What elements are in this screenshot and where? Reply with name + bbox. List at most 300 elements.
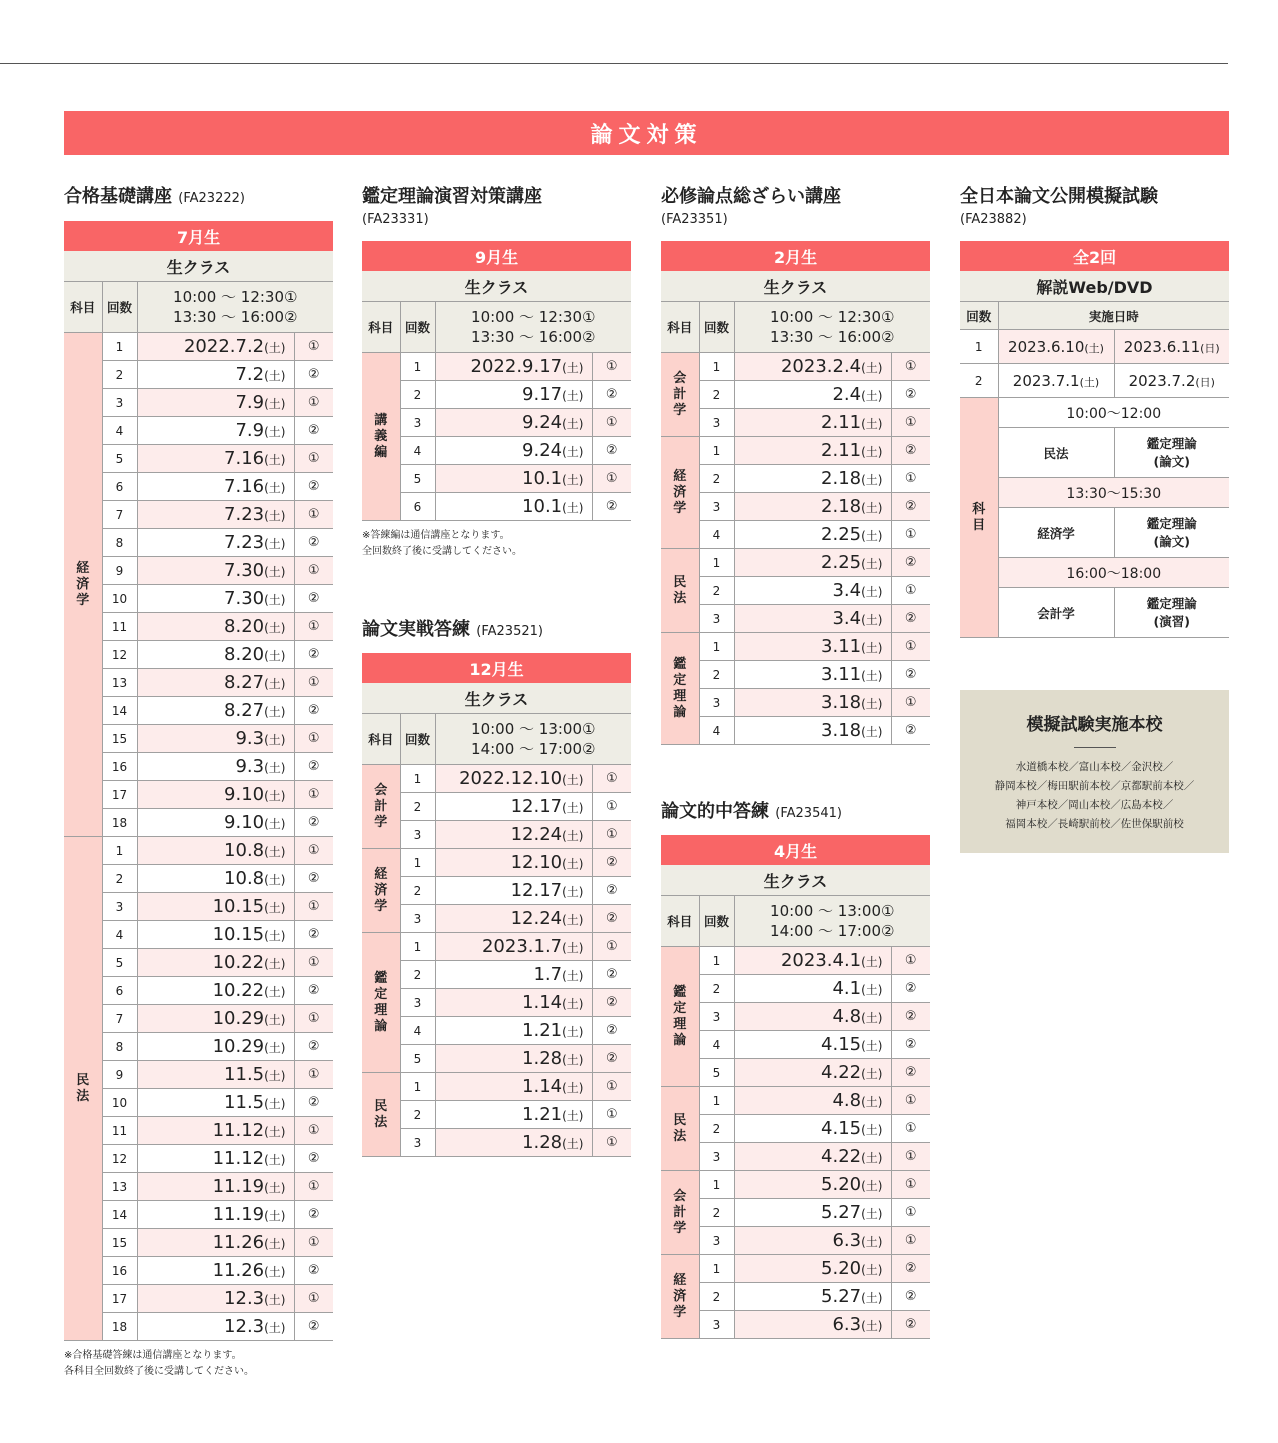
schedule-row <box>661 1171 930 1199</box>
schedule-row <box>64 977 333 1005</box>
mock-slot-time: 10:00～12:00 <box>998 398 1229 428</box>
schedule-row <box>661 1031 930 1059</box>
schedule-row <box>64 1145 333 1173</box>
session-number: 3 <box>699 1311 734 1339</box>
session-date: 9.3(土) <box>137 753 294 781</box>
class-header: 生クラス <box>661 271 930 302</box>
session-number: 1 <box>400 353 435 381</box>
session-date: 4.8(土) <box>734 1087 891 1115</box>
session-date: 9.10(土) <box>137 809 294 837</box>
session-number: 5 <box>400 465 435 493</box>
class-header: 生クラス <box>64 251 333 282</box>
time-slot-mark: ① <box>294 949 333 977</box>
mock-slot-exam: 鑑定理論 (演習) <box>1114 588 1229 638</box>
subject-header: 科目 <box>661 302 699 353</box>
time-slot-mark: ② <box>891 549 930 577</box>
time-slot-mark: ② <box>294 1089 333 1117</box>
subject-cell: 講義編 <box>362 353 400 521</box>
time-slot-mark: ① <box>891 1199 930 1227</box>
schedule-row <box>64 865 333 893</box>
time-slot-mark: ① <box>294 837 333 865</box>
time-slot-mark: ② <box>294 977 333 1005</box>
time-slot-mark: ① <box>294 445 333 473</box>
session-date: 10.29(土) <box>137 1005 294 1033</box>
session-date: 10.29(土) <box>137 1033 294 1061</box>
time-slot-mark: ① <box>294 557 333 585</box>
session-date: 11.5(土) <box>137 1089 294 1117</box>
time-slot-mark: ① <box>891 947 930 975</box>
course-code: (FA23331) <box>362 212 429 227</box>
time-slot-mark: ① <box>294 669 333 697</box>
time-slot-mark: ② <box>592 1017 631 1045</box>
time-slot-mark: ① <box>294 1229 333 1257</box>
session-date: 10.8(土) <box>137 865 294 893</box>
venues-list: 水道橋本校／富山本校／金沢校／ 静岡本校／梅田駅前本校／京都駅前本校／ 神戸本校／岡山本校／広島本校／ 福岡本校／長崎駅前校／佐世保駅前校 <box>994 761 1195 830</box>
time-header: 10:00 ～ 12:30① 13:30 ～ 16:00② <box>734 302 930 353</box>
session-number: 2 <box>699 577 734 605</box>
time-slot-mark: ① <box>294 725 333 753</box>
schedule-row <box>64 921 333 949</box>
session-date: 10.8(土) <box>137 837 294 865</box>
session-number: 3 <box>699 689 734 717</box>
schedule-row <box>362 493 631 521</box>
subject-cell: 経済学 <box>362 849 400 933</box>
time-slot-mark: ① <box>294 781 333 809</box>
schedule-row <box>661 1059 930 1087</box>
schedule-row <box>661 1227 930 1255</box>
session-date: 6.3(土) <box>734 1311 891 1339</box>
mock-slot-exam: 鑑定理論 (論文) <box>1114 428 1229 478</box>
count-header: 回数 <box>699 302 734 353</box>
schedule-row <box>64 1285 333 1313</box>
schedule-row <box>64 557 333 585</box>
mock-term: 全2回 <box>960 241 1229 271</box>
session-number: 6 <box>102 473 137 501</box>
time-slot-mark: ② <box>891 661 930 689</box>
time-slot-mark: ② <box>891 1283 930 1311</box>
course-title: 鑑定理論演習対策講座 <box>362 186 542 207</box>
schedule-row <box>661 521 930 549</box>
time-slot-mark: ① <box>294 1285 333 1313</box>
mock-th-count: 回数 <box>960 302 998 330</box>
session-number: 6 <box>102 977 137 1005</box>
time-header: 10:00 ～ 13:00① 14:00 ～ 17:00② <box>435 714 631 765</box>
top-rule <box>0 63 1228 64</box>
session-number: 2 <box>400 793 435 821</box>
time-slot-mark: ② <box>592 1045 631 1073</box>
session-number: 7 <box>102 1005 137 1033</box>
session-date: 1.21(土) <box>435 1017 592 1045</box>
session-number: 4 <box>102 921 137 949</box>
session-number: 10 <box>102 585 137 613</box>
session-number: 2 <box>102 361 137 389</box>
session-number: 1 <box>699 947 734 975</box>
subject-cell: 会計学 <box>661 1171 699 1255</box>
venues-title: 模擬試験実施本校 <box>1026 715 1163 735</box>
session-number: 18 <box>102 809 137 837</box>
time-slot-mark: ① <box>592 1073 631 1101</box>
schedule-row <box>362 1017 631 1045</box>
schedule-row <box>661 633 930 661</box>
mock-slot-subject: 会計学 <box>998 588 1114 638</box>
course-note: ※合格基礎答練は通信講座となります。 各科目全回数終了後に受講してください。 <box>64 1350 254 1377</box>
session-number: 5 <box>699 1059 734 1087</box>
time-slot-mark: ② <box>592 961 631 989</box>
subject-header: 科目 <box>362 714 400 765</box>
class-header: 生クラス <box>362 683 631 714</box>
session-number: 3 <box>400 1129 435 1157</box>
session-date: 2022.9.17(土) <box>435 353 592 381</box>
schedule-row <box>64 1033 333 1061</box>
session-number: 8 <box>102 1033 137 1061</box>
schedule-row <box>64 725 333 753</box>
session-number: 11 <box>102 613 137 641</box>
session-date: 7.16(土) <box>137 445 294 473</box>
session-number: 3 <box>699 1143 734 1171</box>
session-date: 5.20(土) <box>734 1171 891 1199</box>
session-number: 3 <box>400 905 435 933</box>
session-number: 16 <box>102 1257 137 1285</box>
schedule-row <box>661 493 930 521</box>
mock-slot-subject: 経済学 <box>998 508 1114 558</box>
session-number: 3 <box>102 389 137 417</box>
schedule-row <box>64 781 333 809</box>
session-date: 11.19(土) <box>137 1173 294 1201</box>
session-number: 17 <box>102 781 137 809</box>
time-slot-mark: ② <box>592 493 631 521</box>
subject-cell: 民法 <box>661 1087 699 1171</box>
time-slot-mark: ② <box>891 493 930 521</box>
time-slot-mark: ① <box>294 501 333 529</box>
course-note: ※答練編は通信講座となります。 全回数終了後に受講してください。 <box>362 530 522 557</box>
time-slot-mark: ② <box>294 529 333 557</box>
session-date: 8.20(土) <box>137 613 294 641</box>
time-slot-mark: ② <box>294 697 333 725</box>
session-date: 7.16(土) <box>137 473 294 501</box>
session-number: 3 <box>699 1227 734 1255</box>
session-number: 3 <box>400 989 435 1017</box>
schedule-row <box>661 717 930 745</box>
session-date: 3.18(土) <box>734 717 891 745</box>
session-date: 1.7(土) <box>435 961 592 989</box>
time-slot-mark: ② <box>592 849 631 877</box>
schedule-row <box>64 697 333 725</box>
session-date: 2.4(土) <box>734 381 891 409</box>
time-slot-mark: ② <box>592 877 631 905</box>
time-slot-mark: ② <box>891 605 930 633</box>
schedule-row <box>64 809 333 837</box>
session-date: 6.3(土) <box>734 1227 891 1255</box>
session-number: 12 <box>102 641 137 669</box>
subject-cell: 会計学 <box>661 353 699 437</box>
session-number: 3 <box>400 409 435 437</box>
session-date: 11.19(土) <box>137 1201 294 1229</box>
time-slot-mark: ① <box>592 465 631 493</box>
session-number: 5 <box>102 445 137 473</box>
time-slot-mark: ① <box>891 1171 930 1199</box>
course-title: 合格基礎講座 (FA23222) <box>64 186 245 207</box>
subject-cell: 民法 <box>661 549 699 633</box>
class-header: 生クラス <box>661 865 930 896</box>
course-title: 論文実戦答練 (FA23521) <box>362 619 543 640</box>
time-slot-mark: ① <box>891 633 930 661</box>
schedule-row <box>64 1229 333 1257</box>
session-number: 2 <box>400 877 435 905</box>
time-slot-mark: ① <box>592 821 631 849</box>
schedule-row <box>661 1199 930 1227</box>
session-number: 1 <box>699 549 734 577</box>
time-header: 10:00 ～ 12:30① 13:30 ～ 16:00② <box>137 282 333 333</box>
time-slot-mark: ① <box>294 1061 333 1089</box>
time-slot-mark: ② <box>891 381 930 409</box>
schedule-row <box>362 877 631 905</box>
session-number: 1 <box>102 333 137 361</box>
time-slot-mark: ① <box>592 1129 631 1157</box>
term-header: 7月生 <box>64 221 333 251</box>
mock-th-date: 実施日時 <box>998 302 1229 330</box>
session-date: 1.28(土) <box>435 1129 592 1157</box>
mock-round-row: 1 2023.6.10(土) 2023.6.11(日) <box>960 330 1229 364</box>
time-slot-mark: ① <box>592 409 631 437</box>
session-date: 4.22(土) <box>734 1143 891 1171</box>
schedule-table-jissen <box>362 653 631 1157</box>
time-slot-mark: ① <box>891 409 930 437</box>
time-slot-mark: ② <box>891 1255 930 1283</box>
session-date: 2.25(土) <box>734 521 891 549</box>
count-header: 回数 <box>102 282 137 333</box>
time-slot-mark: ① <box>592 353 631 381</box>
time-slot-mark: ② <box>294 865 333 893</box>
time-slot-mark: ① <box>592 933 631 961</box>
schedule-row <box>64 529 333 557</box>
schedule-row <box>661 1115 930 1143</box>
schedule-row <box>362 437 631 465</box>
time-slot-mark: ② <box>294 753 333 781</box>
session-date: 4.8(土) <box>734 1003 891 1031</box>
session-number: 17 <box>102 1285 137 1313</box>
subject-cell: 会計学 <box>362 765 400 849</box>
mock-slot-subject: 民法 <box>998 428 1114 478</box>
schedule-row <box>362 353 631 381</box>
schedule-row <box>362 793 631 821</box>
session-number: 1 <box>400 765 435 793</box>
session-number: 5 <box>400 1045 435 1073</box>
time-slot-mark: ② <box>891 1031 930 1059</box>
time-slot-mark: ② <box>592 989 631 1017</box>
time-slot-mark: ① <box>294 333 333 361</box>
schedule-row <box>362 1101 631 1129</box>
session-number: 3 <box>699 1003 734 1031</box>
schedule-row <box>362 381 631 409</box>
mock-slot-exam: 鑑定理論 (論文) <box>1114 508 1229 558</box>
time-slot-mark: ② <box>294 641 333 669</box>
session-date: 7.30(土) <box>137 585 294 613</box>
session-date: 3.11(土) <box>734 661 891 689</box>
schedule-row <box>64 893 333 921</box>
session-number: 13 <box>102 669 137 697</box>
session-date: 10.22(土) <box>137 949 294 977</box>
time-slot-mark: ① <box>592 765 631 793</box>
time-slot-mark: ① <box>294 893 333 921</box>
session-date: 3.4(土) <box>734 577 891 605</box>
session-number: 2 <box>699 1283 734 1311</box>
mock-slot-time: 16:00～18:00 <box>998 558 1229 588</box>
session-date: 2023.2.4(土) <box>734 353 891 381</box>
mock-exam <box>960 185 1229 638</box>
time-slot-mark: ② <box>294 585 333 613</box>
schedule-row <box>362 961 631 989</box>
session-date: 9.10(土) <box>137 781 294 809</box>
subject-cell: 鑑定理論 <box>661 633 699 745</box>
session-number: 4 <box>699 521 734 549</box>
mock-title: 全日本論文公開模擬試験 <box>960 186 1158 207</box>
course-tekichu <box>661 800 930 1339</box>
session-number: 4 <box>102 417 137 445</box>
section-banner: 論文対策 <box>64 111 1229 155</box>
session-number: 4 <box>699 717 734 745</box>
session-number: 14 <box>102 697 137 725</box>
session-number: 2 <box>699 465 734 493</box>
session-date: 9.24(土) <box>435 409 592 437</box>
session-date: 1.28(土) <box>435 1045 592 1073</box>
schedule-row <box>661 1283 930 1311</box>
mock-class: 解説Web/DVD <box>960 271 1229 302</box>
session-number: 1 <box>699 1087 734 1115</box>
time-slot-mark: ② <box>294 1201 333 1229</box>
session-number: 9 <box>102 557 137 585</box>
time-slot-mark: ① <box>592 1101 631 1129</box>
course-code: (FA23351) <box>661 212 728 227</box>
schedule-row <box>661 947 930 975</box>
time-header: 10:00 ～ 13:00① 14:00 ～ 17:00② <box>734 896 930 947</box>
time-slot-mark: ① <box>891 1143 930 1171</box>
schedule-row <box>661 409 930 437</box>
session-number: 16 <box>102 753 137 781</box>
term-header: 9月生 <box>362 241 631 271</box>
session-number: 2 <box>400 961 435 989</box>
count-header: 回数 <box>699 896 734 947</box>
session-date: 9.24(土) <box>435 437 592 465</box>
subject-cell: 経済学 <box>64 333 102 837</box>
session-date: 11.12(土) <box>137 1117 294 1145</box>
session-number: 2 <box>699 1115 734 1143</box>
time-slot-mark: ① <box>891 689 930 717</box>
session-date: 4.1(土) <box>734 975 891 1003</box>
course-title: 必修論点総ざらい講座 <box>661 186 841 207</box>
course-jissen <box>362 618 631 1157</box>
schedule-row <box>64 949 333 977</box>
session-number: 2 <box>699 1199 734 1227</box>
schedule-row <box>64 1117 333 1145</box>
session-date: 3.18(土) <box>734 689 891 717</box>
session-date: 2.11(土) <box>734 437 891 465</box>
session-number: 1 <box>699 353 734 381</box>
mock-code: (FA23882) <box>960 212 1027 227</box>
schedule-row <box>64 613 333 641</box>
schedule-row <box>362 765 631 793</box>
schedule-row <box>661 689 930 717</box>
schedule-row <box>64 417 333 445</box>
session-date: 12.24(土) <box>435 821 592 849</box>
subject-cell: 鑑定理論 <box>661 947 699 1087</box>
schedule-row <box>64 361 333 389</box>
time-slot-mark: ① <box>891 577 930 605</box>
schedule-row <box>661 549 930 577</box>
session-date: 7.23(土) <box>137 501 294 529</box>
session-number: 2 <box>699 975 734 1003</box>
schedule-row <box>362 1045 631 1073</box>
session-number: 1 <box>102 837 137 865</box>
session-number: 3 <box>699 493 734 521</box>
time-slot-mark: ② <box>891 437 930 465</box>
session-date: 2.25(土) <box>734 549 891 577</box>
session-date: 8.20(土) <box>137 641 294 669</box>
session-number: 1 <box>400 933 435 961</box>
session-date: 12.17(土) <box>435 793 592 821</box>
schedule-table-kihon <box>64 221 333 1341</box>
session-date: 12.3(土) <box>137 1313 294 1341</box>
subject-cell: 民法 <box>64 837 102 1341</box>
schedule-row <box>661 381 930 409</box>
time-slot-mark: ② <box>592 381 631 409</box>
schedule-row <box>64 501 333 529</box>
subject-header: 科目 <box>362 302 400 353</box>
time-slot-mark: ② <box>891 975 930 1003</box>
session-number: 1 <box>699 633 734 661</box>
session-date: 11.26(土) <box>137 1229 294 1257</box>
schedule-row <box>64 333 333 361</box>
subject-cell: 経済学 <box>661 437 699 549</box>
schedule-row <box>64 753 333 781</box>
session-number: 4 <box>699 1031 734 1059</box>
session-date: 5.20(土) <box>734 1255 891 1283</box>
course-hisshu <box>661 185 930 745</box>
session-number: 1 <box>699 437 734 465</box>
schedule-row <box>661 353 930 381</box>
session-date: 2023.4.1(土) <box>734 947 891 975</box>
session-number: 3 <box>400 821 435 849</box>
schedule-row <box>64 389 333 417</box>
class-header: 生クラス <box>362 271 631 302</box>
time-slot-mark: ① <box>891 521 930 549</box>
session-number: 7 <box>102 501 137 529</box>
schedule-row <box>362 933 631 961</box>
count-header: 回数 <box>400 714 435 765</box>
time-slot-mark: ② <box>294 417 333 445</box>
session-number: 2 <box>400 1101 435 1129</box>
session-date: 1.14(土) <box>435 1073 592 1101</box>
schedule-row <box>64 473 333 501</box>
session-date: 2.18(土) <box>734 465 891 493</box>
session-date: 2022.7.2(土) <box>137 333 294 361</box>
session-date: 2023.1.7(土) <box>435 933 592 961</box>
schedule-row <box>64 1201 333 1229</box>
schedule-table-tekichu <box>661 835 930 1339</box>
session-date: 2.11(土) <box>734 409 891 437</box>
schedule-row <box>661 975 930 1003</box>
session-date: 11.12(土) <box>137 1145 294 1173</box>
session-date: 11.26(土) <box>137 1257 294 1285</box>
session-number: 4 <box>400 437 435 465</box>
mock-round-row: 2 2023.7.1(土) 2023.7.2(日) <box>960 364 1229 398</box>
time-slot-mark: ② <box>294 1145 333 1173</box>
time-slot-mark: ① <box>592 793 631 821</box>
session-date: 7.9(土) <box>137 389 294 417</box>
schedule-row <box>64 445 333 473</box>
session-number: 6 <box>400 493 435 521</box>
time-slot-mark: ② <box>891 717 930 745</box>
time-slot-mark: ① <box>294 1005 333 1033</box>
